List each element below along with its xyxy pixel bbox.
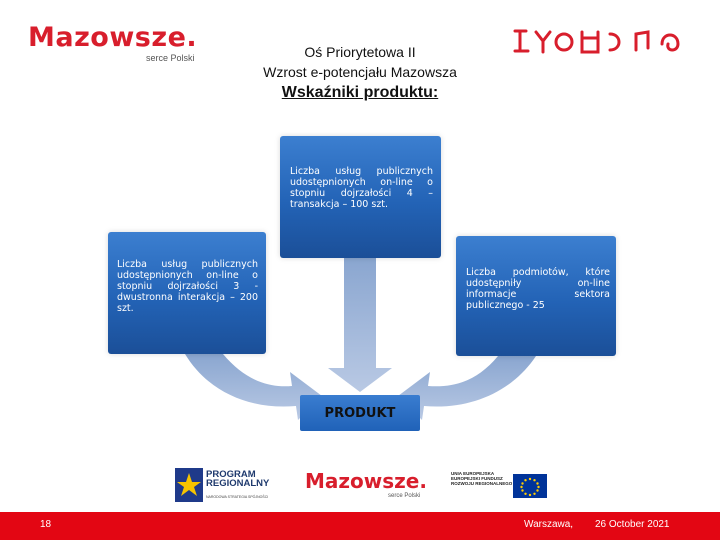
mazowsze-logo-small: Mazowsze. (305, 469, 427, 493)
logo-wordmark: Mazowsze. (28, 22, 198, 53)
priority-axis-title: Oś Priorytetowa II (304, 44, 416, 60)
program-regionalny-logo (206, 470, 269, 488)
arrow-top (328, 258, 392, 392)
program-line2: REGIONALNY (206, 478, 270, 489)
mazowsze-logo-small-tagline: serce Polski (388, 493, 421, 499)
produkt-box: PRODUKT (300, 395, 420, 431)
indicators-heading: Wskaźniki produktu: (281, 84, 439, 101)
footer-date: 26 October 2021 (595, 519, 670, 530)
page-number: 18 (40, 519, 52, 530)
funding-logos (175, 466, 550, 506)
priority-axis-subtitle: Wzrost e-potencjału Mazowsza (263, 64, 457, 80)
star-icon (175, 468, 203, 502)
indicator-box-top: Liczba usług publicznych udostępnionych on-line o stopniu dojrzałości 4 – transakcja – 100 szt. (280, 136, 441, 258)
eu-flag-icon (513, 474, 547, 498)
indicator-box-left: Liczba usług publicznych udostępnionych on-line o stopniu dojrzałości 3 - dwustronna interakcja – 200 szt. (108, 232, 266, 354)
program-subtitle: NARODOWA STRATEGIA SPÓJNOŚCI (206, 495, 269, 499)
program-line1: PROGRAM (206, 469, 256, 480)
logo-tagline: serce Polski (146, 53, 195, 63)
ue-fund-text: UNIA EUROPEJSKA EUROPEJSKI FUNDUSZ ROZWOJU REGIONALNEGO (451, 471, 513, 486)
indicator-box-right: Liczba podmiotów, które udostępniły on-line informacje sektora publicznego - 25 (456, 236, 616, 356)
footer-city: Warszawa, (524, 519, 574, 530)
